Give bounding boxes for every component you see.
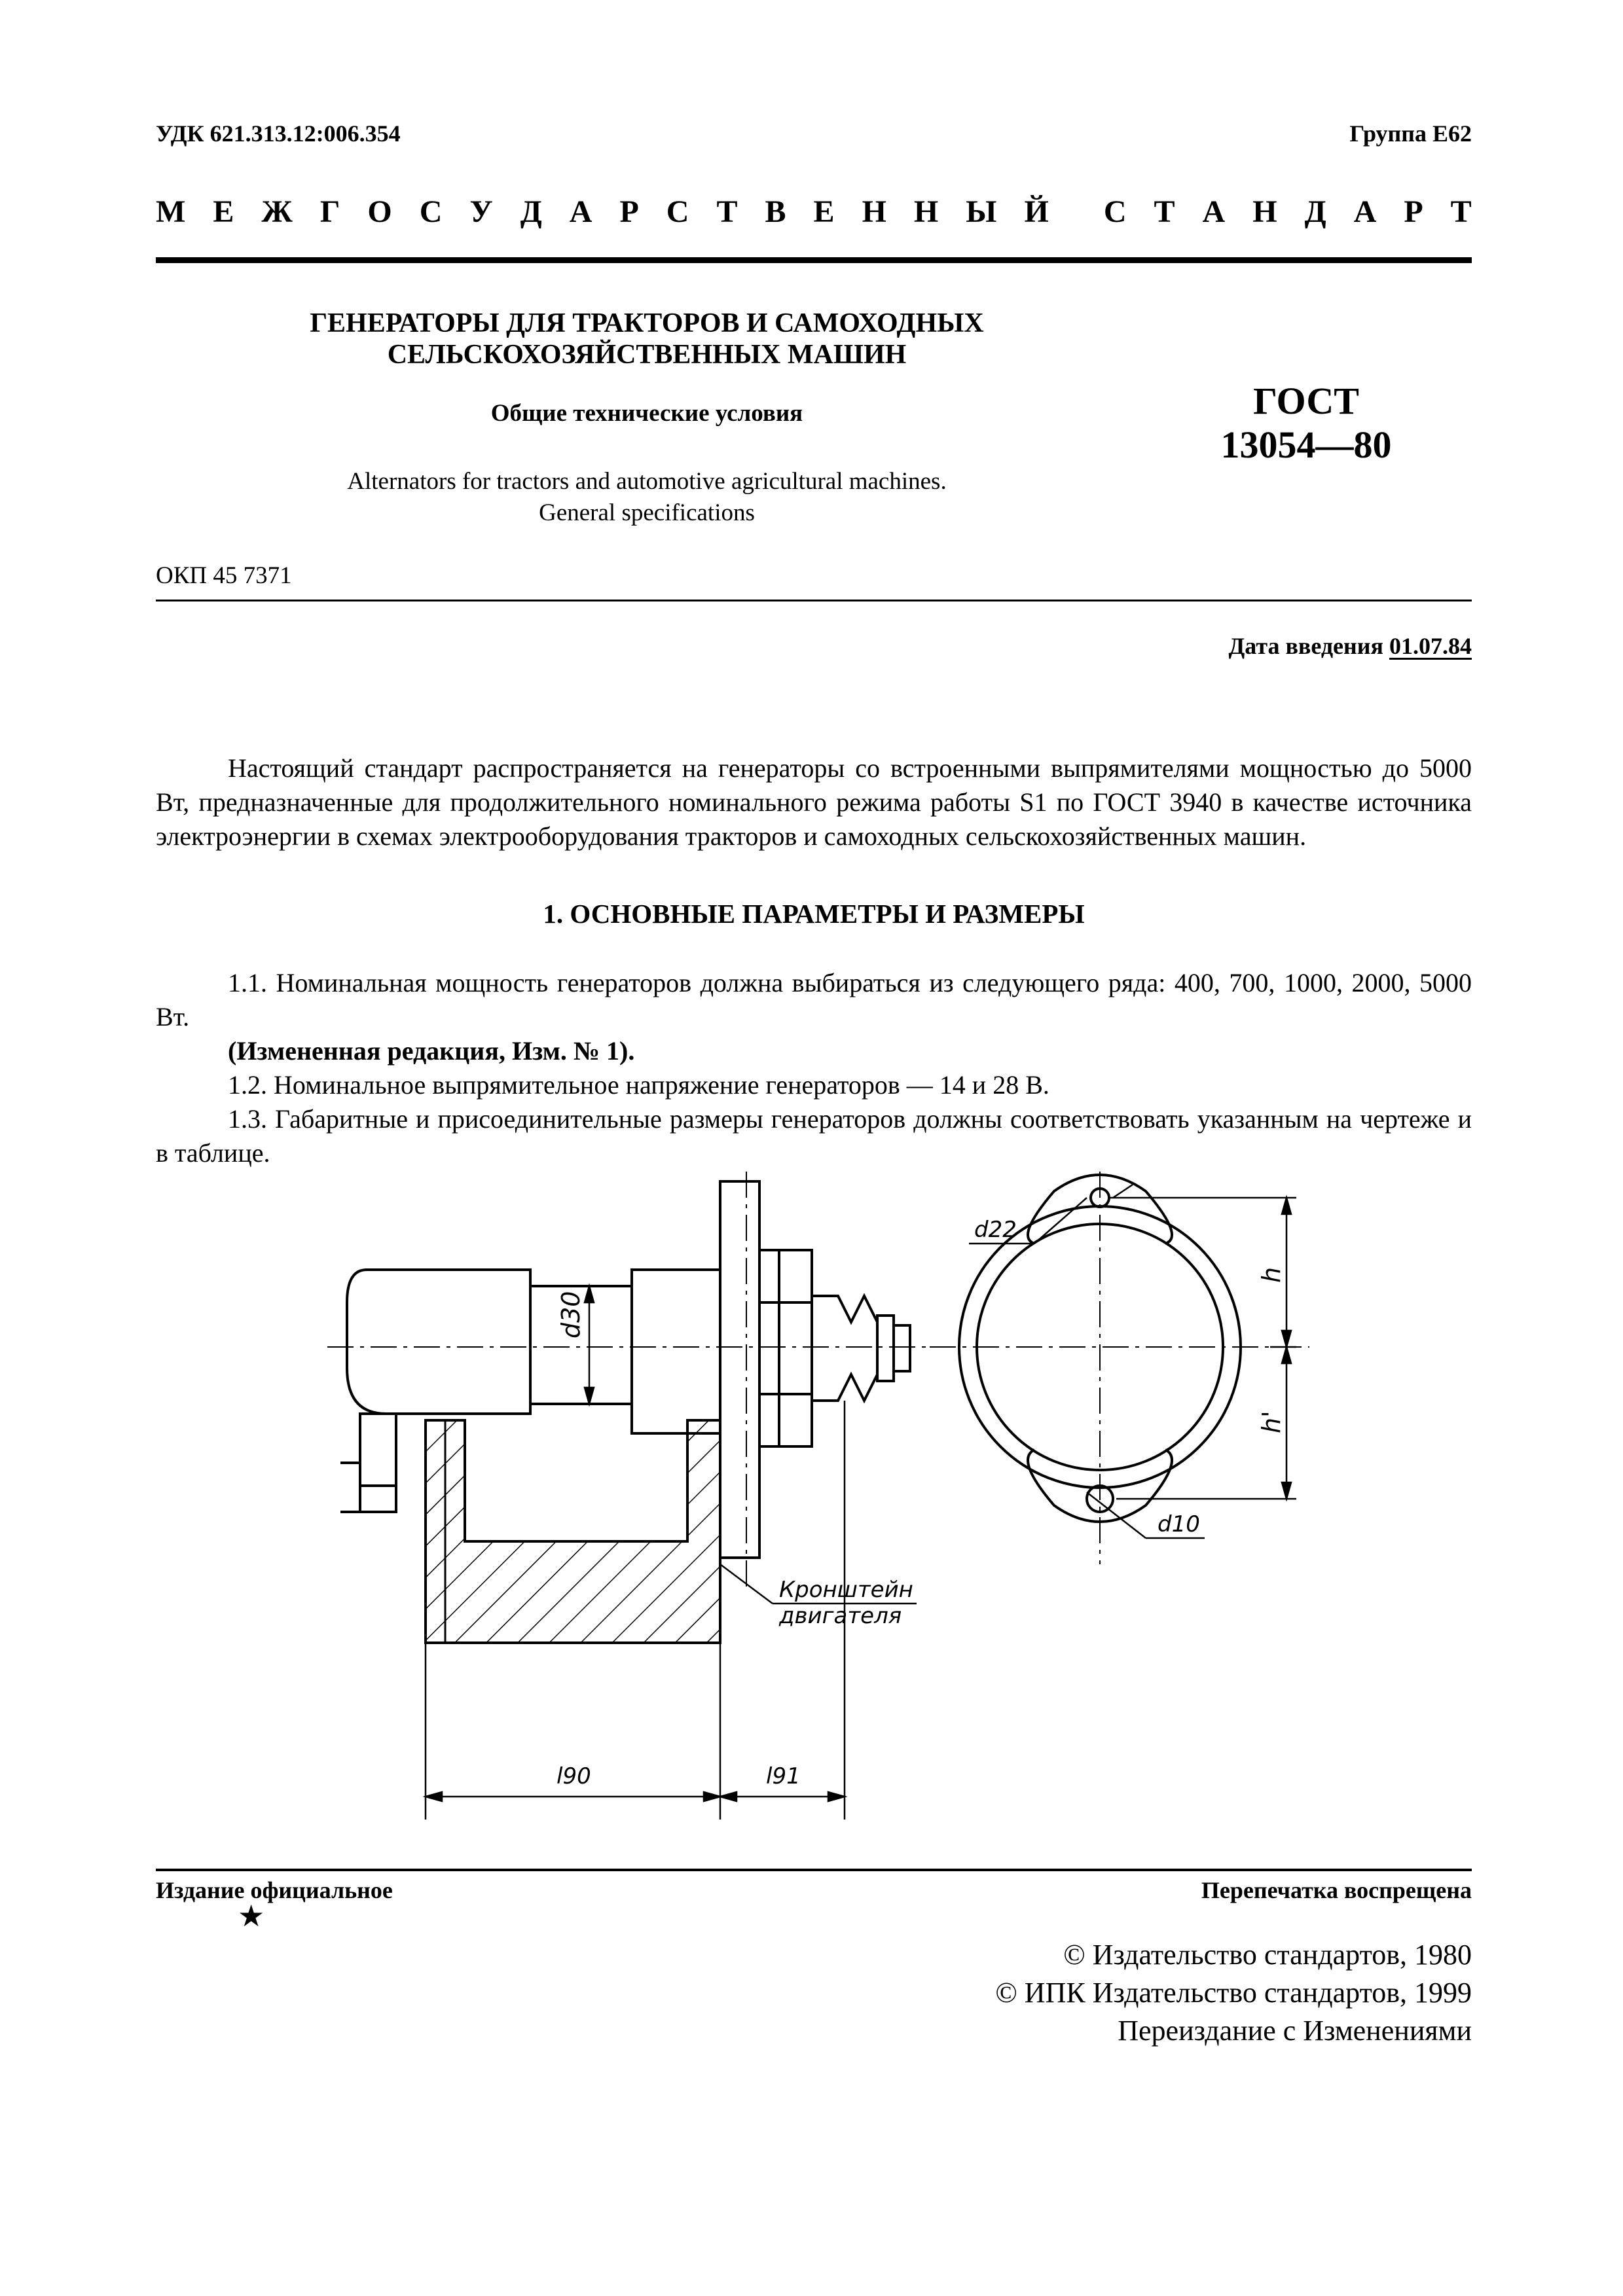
title-rule: [156, 600, 1472, 601]
footer-rule: [156, 1869, 1472, 1871]
banner-letter: Д: [1304, 194, 1326, 229]
gost-number: [1165, 380, 1447, 467]
reissue-note: Переиздание с Изменениями: [1118, 2015, 1472, 2047]
okp-code: ОКП 45 7371: [156, 562, 292, 589]
banner-letter: А: [569, 194, 593, 229]
clause-1-2: 1.2. Номинальное выпрямительное напряжение генераторов — 14 и 28 В.: [228, 1070, 1049, 1100]
banner-letter: У: [469, 194, 493, 229]
d30-dimension: [585, 1286, 594, 1404]
banner-letter: С: [419, 194, 443, 229]
banner-letter: А: [1353, 194, 1377, 229]
banner-letter: В: [765, 194, 786, 229]
title-line-2: СЕЛЬСКОХОЗЯЙСТВЕННЫХ МАШИН: [387, 340, 907, 370]
udk-code: УДК 621.313.12:006.354: [156, 120, 401, 147]
banner-letter: Н: [913, 194, 939, 229]
banner-letter: О: [367, 194, 392, 229]
official-edition: Издание официальное: [156, 1877, 393, 1903]
intro-paragraph: Настоящий стандарт распространяется на генераторы со встроенными выпрямителями мощностью до 5000 Вт, предназначенные для продолжительного номинального режима работы S1 по ГОСТ 3940 в качестве источника электроэнергии в схемах электрооборудования тракторов и самоходных сельскохозяйственных машин.: [156, 753, 1472, 851]
banner-letter: Ж: [261, 194, 293, 229]
height-dimensions: [1110, 1198, 1296, 1499]
banner-letter: Г: [319, 194, 340, 229]
section-heading: 1. ОСНОВНЫЕ ПАРАМЕТРЫ И РАЗМЕРЫ: [543, 899, 1085, 929]
document-subtitle: Общие технические условия: [490, 400, 803, 427]
introduction-date-label: Дата введения: [1228, 633, 1383, 659]
english-title: [156, 466, 1138, 529]
banner-letter: Н: [1252, 194, 1277, 229]
group-code: Группа Е62: [1349, 120, 1472, 147]
star-icon: ★: [238, 1899, 265, 1933]
l90-label: l90: [556, 1763, 591, 1789]
copyright-1999: © ИПК Издательство стандартов, 1999: [995, 1977, 1472, 2009]
reprint-prohibited: Перепечатка воспрещена: [1201, 1877, 1472, 1903]
intro-paragraph-block: [156, 751, 1472, 853]
d30-label: d30: [556, 1291, 585, 1338]
section1-body: [156, 966, 1472, 1170]
banner-letter: Д: [520, 194, 542, 229]
banner-letter: Е: [813, 194, 835, 229]
introduction-date: [1229, 632, 1472, 660]
banner-letter: М: [156, 194, 186, 229]
banner-letter: Р: [1404, 194, 1423, 229]
l91-label: l91: [766, 1763, 801, 1789]
banner-letter: Й: [1024, 194, 1049, 229]
engine-bracket: [426, 1420, 720, 1643]
gost-line-1: ГОСТ: [1253, 380, 1359, 422]
h-label: h: [1257, 1266, 1286, 1283]
interstate-standard-banner: [156, 194, 1472, 230]
english-title-line-1: Alternators for tractors and automotive agricultural machines.: [347, 468, 947, 495]
header-rule-thick: [156, 257, 1472, 263]
generator-drawing: [327, 1172, 1349, 1839]
clause-1-1: 1.1. Номинальная мощность генераторов должна выбираться из следующего ряда: 400, 700, 1000, 2000, 5000 Вт.: [156, 968, 1472, 1031]
english-title-line-2: General specifications: [539, 499, 755, 527]
banner-letter: Т: [716, 194, 738, 229]
copyright-1980: © Издательство стандартов, 1980: [1063, 1939, 1472, 1971]
banner-letter: Т: [1154, 194, 1175, 229]
introduction-date-value: 01.07.84: [1389, 633, 1472, 659]
amendment-note: (Измененная редакция, Изм. № 1).: [228, 1036, 635, 1066]
title-line-1: ГЕНЕРАТОРЫ ДЛЯ ТРАКТОРОВ И САМОХОДНЫХ: [310, 308, 984, 338]
d10-label: d10: [1158, 1511, 1200, 1537]
banner-letter: Т: [1450, 194, 1472, 229]
banner-letter: С: [666, 194, 689, 229]
banner-letter: С: [1103, 194, 1127, 229]
clause-1-3: 1.3. Габаритные и присоединительные размеры генераторов должны соответствовать указанным на чертеже и в таблице.: [156, 1104, 1472, 1168]
h-prime-label: h': [1257, 1410, 1286, 1433]
document-title: [156, 308, 1138, 371]
bracket-label-line-2: двигателя: [779, 1603, 902, 1629]
banner-letter: Н: [862, 194, 886, 229]
banner-letter: Ы: [966, 194, 997, 229]
banner-letter: Р: [619, 194, 639, 229]
copyright-block: [995, 1936, 1472, 2050]
banner-letter: А: [1202, 194, 1226, 229]
gost-line-2: 13054—80: [1220, 423, 1392, 466]
banner-letter: Е: [213, 194, 234, 229]
d22-label: d22: [974, 1217, 1017, 1243]
bracket-label-line-1: Кронштейн: [779, 1577, 913, 1603]
